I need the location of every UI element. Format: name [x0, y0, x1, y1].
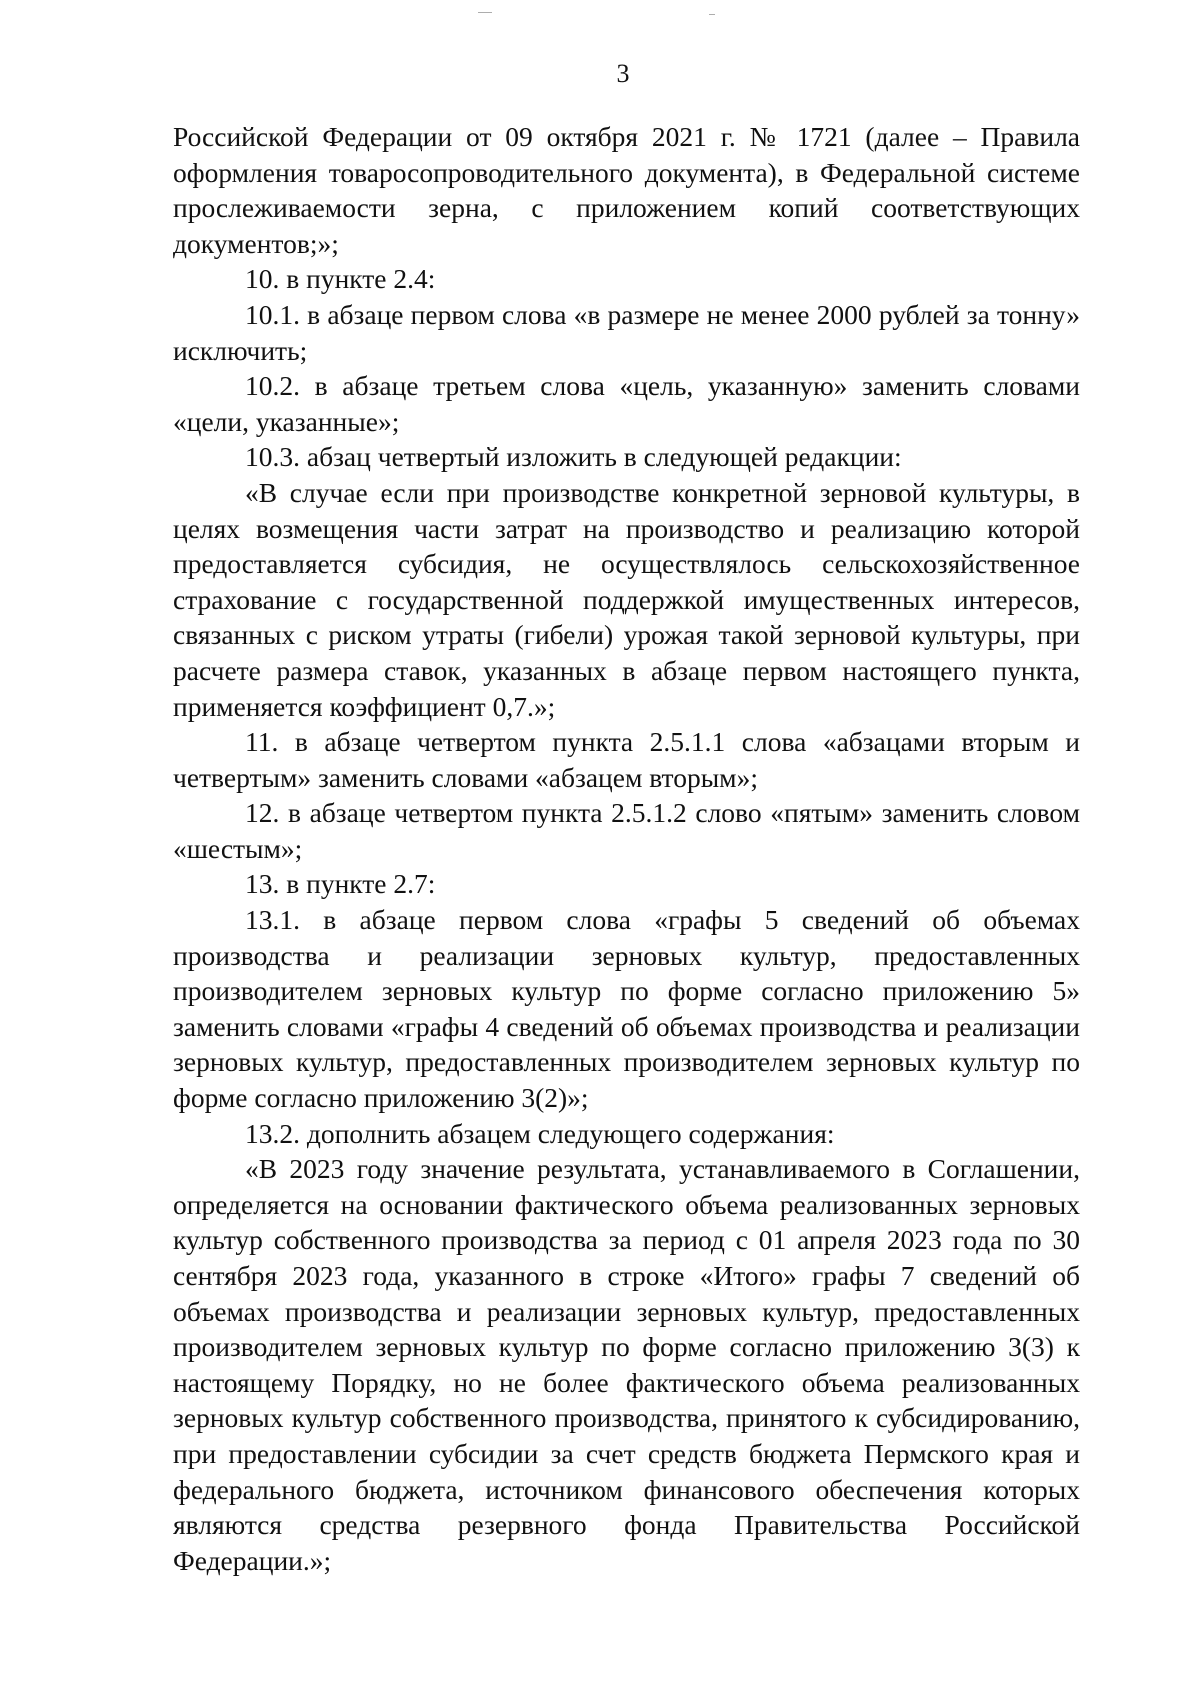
page-number: 3 [616, 59, 630, 88]
document-body [173, 119, 1080, 1578]
paragraph-item-10-1: 10.1. в абзаце первом слова «в размере не менее 2000 рублей за тонну» исключить; [173, 298, 1080, 366]
paragraph-item-10-2: 10.2. в абзаце третьем слова «цель, указанную» заменить словами «цели, указанные»; [173, 370, 1080, 437]
paragraph-item-11: 11. в абзаце четвертом пункта 2.5.1.1 слова «абзацами вторым и четвертым» заменить словами «абзацем вторым»; [173, 726, 1080, 793]
paragraph-item-10: 10. в пункте 2.4: [245, 263, 436, 295]
paragraph-continuation: Российской Федерации от 09 октября 2021 г. № 1721 (далее – Правила оформления товаросопроводительного документа), в Федеральной системе прослеживаемости зерна, с приложением копий соответствующих документов;»; [173, 121, 1080, 259]
paragraph-item-13-1: 13.1. в абзаце первом слова «графы 5 сведений об объемах производства и реализации зерновых культур, предоставленных производителем зерновых культур по форме согласно приложению 5» заменить словами «графы 4 сведений об объемах производства и реализации зерновых культур, предоставленных производителем зерновых культур по форме согласно приложению 3(2)»; [173, 904, 1080, 1114]
paragraph-item-13: 13. в пункте 2.7: [245, 868, 436, 900]
paragraph-quoted-text: «В случае если при производстве конкретной зерновой культуры, в целях возмещения части затрат на производство и реализацию которой предоставляется субсидия, не осуществлялось сельскохозяйственное страхование с государственной поддержкой имущественных интересов, связанных с риском утраты (гибели) урожая такой зерновой культуры, при расчете размера ставок, указанных в абзаце первом настоящего пункта, применяется коэффициент 0,7.»; [173, 476, 1080, 722]
paragraph-item-10-3: 10.3. абзац четвертый изложить в следующей редакции: [245, 441, 902, 473]
scan-artifact [478, 12, 492, 13]
paragraph-item-13-2: 13.2. дополнить абзацем следующего содержания: [245, 1117, 835, 1149]
paragraph-item-12: 12. в абзаце четвертом пункта 2.5.1.2 слово «пятым» заменить словом «шестым»; [173, 797, 1080, 864]
paragraph-quoted-text: «В 2023 году значение результата, устанавливаемого в Соглашении, определяется на основании фактического объема реализованных зерновых культур собственного производства за период с 01 апреля 2023 года по 30 сентября 2023 года, указанного в строке «Итого» графы 7 сведений об объемах производства и реализации зерновых культур, предоставленных производителем зерновых культур по форме согласно приложению 3(3) к настоящему Порядку, но не более фактического объема реализованных зерновых культур собственного производства, принятого к субсидированию, при предоставлении субсидии за счет средств бюджета Пермского края и федерального бюджета, источником финансового обеспечения которых являются средства резервного фонда Правительства Российской Федерации.»; [173, 1153, 1080, 1576]
scan-artifact [709, 14, 715, 15]
